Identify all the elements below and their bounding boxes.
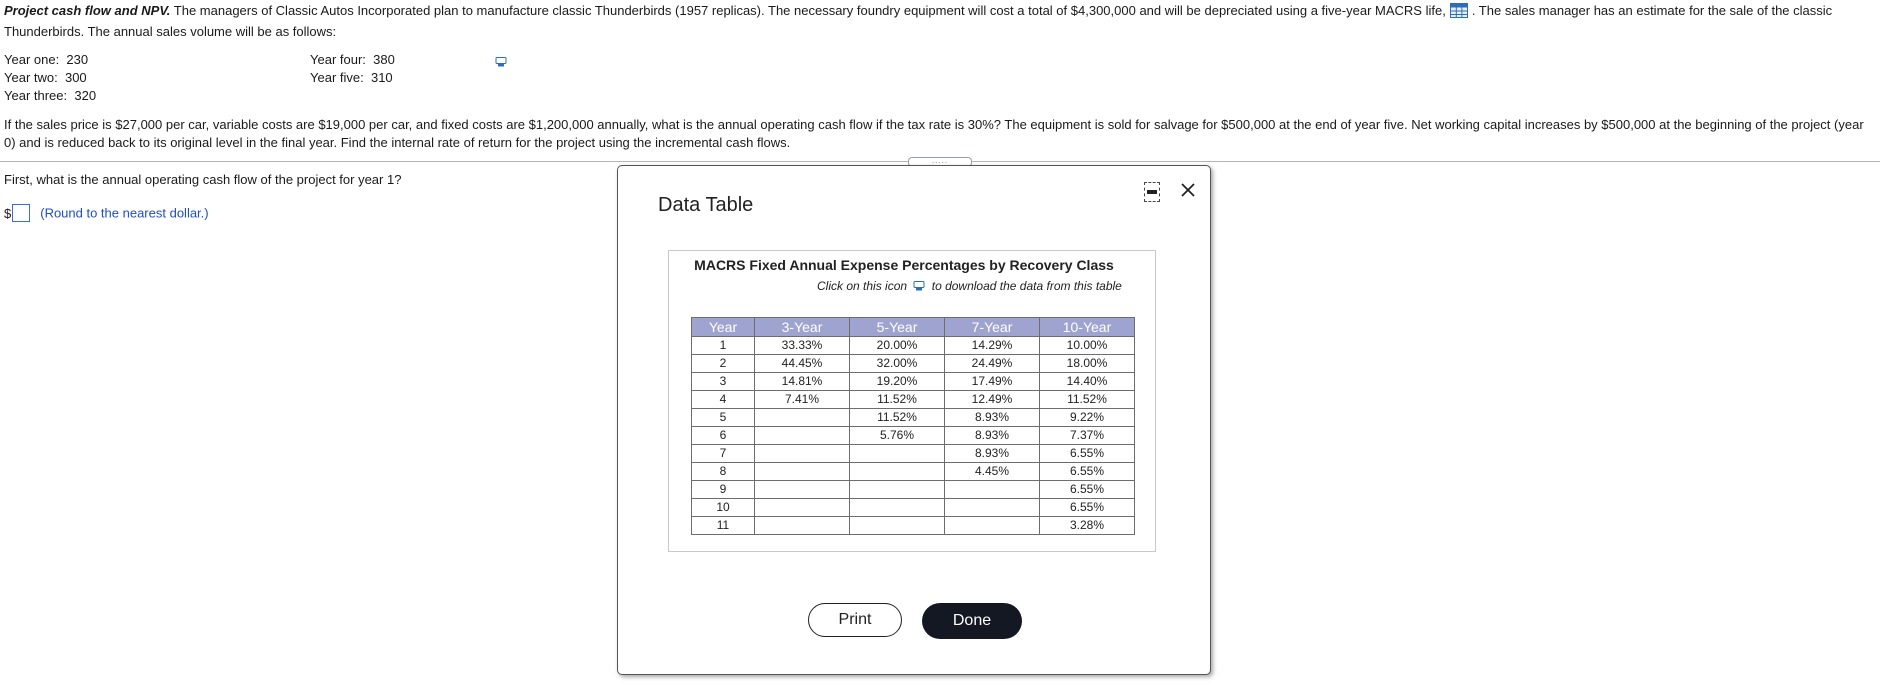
- percentage-cell: 8.93%: [945, 445, 1040, 463]
- percentage-cell: 14.29%: [945, 337, 1040, 355]
- percentage-cell: [755, 481, 850, 499]
- problem-intro-text-b: . The sales manager has an estimate for the sale of the classic Thunderbirds. The annual sales volume will be as follows:: [4, 3, 1833, 39]
- operating-cash-flow-input[interactable]: [12, 204, 30, 222]
- table-row: [692, 445, 1135, 463]
- problem-intro: [4, 0, 1876, 42]
- percentage-cell: 44.45%: [755, 355, 850, 373]
- year-cell: 5: [692, 409, 755, 427]
- percentage-cell: 11.52%: [850, 391, 945, 409]
- percentage-cell: 33.33%: [755, 337, 850, 355]
- close-button[interactable]: [1178, 180, 1198, 200]
- percentage-cell: [755, 499, 850, 517]
- percentage-cell: 6.55%: [1040, 499, 1135, 517]
- percentage-cell: 24.49%: [945, 355, 1040, 373]
- year-cell: 9: [692, 481, 755, 499]
- minimize-icon: [1147, 190, 1157, 194]
- percentage-cell: [755, 445, 850, 463]
- table-row: [692, 463, 1135, 481]
- percentage-cell: 7.37%: [1040, 427, 1135, 445]
- macrs-table-subtitle: Click on this icon to download the data from this table: [817, 279, 1122, 293]
- table-row: [692, 337, 1135, 355]
- year-cell: 2: [692, 355, 755, 373]
- percentage-cell: 20.00%: [850, 337, 945, 355]
- year-cell: 7: [692, 445, 755, 463]
- macrs-table: [691, 317, 1135, 535]
- percentage-cell: [755, 517, 850, 535]
- year-cell: 4: [692, 391, 755, 409]
- percentage-cell: 10.00%: [1040, 337, 1135, 355]
- percentage-cell: [850, 481, 945, 499]
- table-row: [692, 517, 1135, 535]
- percentage-cell: [755, 427, 850, 445]
- data-table-icon[interactable]: [1450, 3, 1468, 18]
- percentage-cell: 18.00%: [1040, 355, 1135, 373]
- table-row: [692, 427, 1135, 445]
- problem-intro-text-a: The managers of Classic Autos Incorporated plan to manufacture classic Thunderbirds (1957 replicas). The necessary foundry equipment will cost a total of $4,300,000 and will be depreciated using a five-year MACRS life,: [170, 3, 1446, 18]
- percentage-cell: [945, 481, 1040, 499]
- table-row: [692, 481, 1135, 499]
- header-3-year: 3-Year: [755, 318, 850, 337]
- sales-year-two: Year two: 300: [4, 70, 87, 85]
- percentage-cell: 11.52%: [850, 409, 945, 427]
- percentage-cell: 8.93%: [945, 427, 1040, 445]
- rounding-hint: (Round to the nearest dollar.): [40, 205, 209, 221]
- minimize-button[interactable]: [1144, 182, 1160, 202]
- percentage-cell: 17.49%: [945, 373, 1040, 391]
- percentage-cell: 6.55%: [1040, 463, 1135, 481]
- percentage-cell: [755, 409, 850, 427]
- percentage-cell: 3.28%: [1040, 517, 1135, 535]
- header-10-year: 10-Year: [1040, 318, 1135, 337]
- header-7-year: 7-Year: [945, 318, 1040, 337]
- problem-title: Project cash flow and NPV.: [4, 3, 171, 18]
- download-data-icon[interactable]: [913, 281, 925, 291]
- percentage-cell: 32.00%: [850, 355, 945, 373]
- currency-symbol: $: [4, 205, 12, 221]
- year-cell: 6: [692, 427, 755, 445]
- table-row: [692, 373, 1135, 391]
- table-row: [692, 355, 1135, 373]
- year-cell: 3: [692, 373, 755, 391]
- sales-year-three: Year three: 320: [4, 88, 97, 103]
- answer-row: [4, 204, 209, 222]
- macrs-table-title: MACRS Fixed Annual Expense Percentages by Recovery Class: [694, 257, 1114, 273]
- percentage-cell: [850, 517, 945, 535]
- table-row: [692, 409, 1135, 427]
- sales-year-one: Year one: 230: [4, 52, 89, 67]
- percentage-cell: 9.22%: [1040, 409, 1135, 427]
- year-cell: 1: [692, 337, 755, 355]
- modal-title: Data Table: [658, 194, 754, 216]
- sales-year-four: Year four: 380: [310, 52, 395, 67]
- header-5-year: 5-Year: [850, 318, 945, 337]
- percentage-cell: 11.52%: [1040, 391, 1135, 409]
- percentage-cell: 19.20%: [850, 373, 945, 391]
- percentage-cell: [850, 463, 945, 481]
- macrs-table-panel: [668, 250, 1156, 552]
- percentage-cell: [755, 463, 850, 481]
- percentage-cell: [850, 445, 945, 463]
- done-button[interactable]: Done: [922, 603, 1022, 639]
- percentage-cell: [945, 499, 1040, 517]
- percentage-cell: [850, 499, 945, 517]
- answer-prompt: First, what is the annual operating cash flow of the project for year 1?: [4, 172, 402, 187]
- download-icon[interactable]: [495, 55, 507, 70]
- header-year: Year: [692, 318, 755, 337]
- resize-grip-handle[interactable]: .....: [908, 157, 972, 167]
- percentage-cell: 6.55%: [1040, 481, 1135, 499]
- percentage-cell: 12.49%: [945, 391, 1040, 409]
- print-button[interactable]: Print: [808, 603, 902, 637]
- percentage-cell: 5.76%: [850, 427, 945, 445]
- percentage-cell: 8.93%: [945, 409, 1040, 427]
- problem-question: If the sales price is $27,000 per car, variable costs are $19,000 per car, and fixed costs are $1,200,000 annually, what is the annual operating cash flow if the tax rate is 30%? The equipment is sold for salvage for $500,000 at the end of year five. Net working capital increases by $500,000 at the beginning of the project (year 0) and is reduced back to its original level in the final year. Find the internal rate of return for the project using the incremental cash flows.: [4, 117, 1864, 150]
- percentage-cell: 4.45%: [945, 463, 1040, 481]
- percentage-cell: [945, 517, 1040, 535]
- percentage-cell: 14.81%: [755, 373, 850, 391]
- year-cell: 10: [692, 499, 755, 517]
- sales-year-five: Year five: 310: [310, 70, 393, 85]
- year-cell: 11: [692, 517, 755, 535]
- year-cell: 8: [692, 463, 755, 481]
- table-row: [692, 391, 1135, 409]
- close-icon: [1178, 180, 1198, 200]
- data-table-modal: [617, 165, 1211, 675]
- percentage-cell: 7.41%: [755, 391, 850, 409]
- percentage-cell: 14.40%: [1040, 373, 1135, 391]
- percentage-cell: 6.55%: [1040, 445, 1135, 463]
- table-header-row: [692, 318, 1135, 337]
- table-row: [692, 499, 1135, 517]
